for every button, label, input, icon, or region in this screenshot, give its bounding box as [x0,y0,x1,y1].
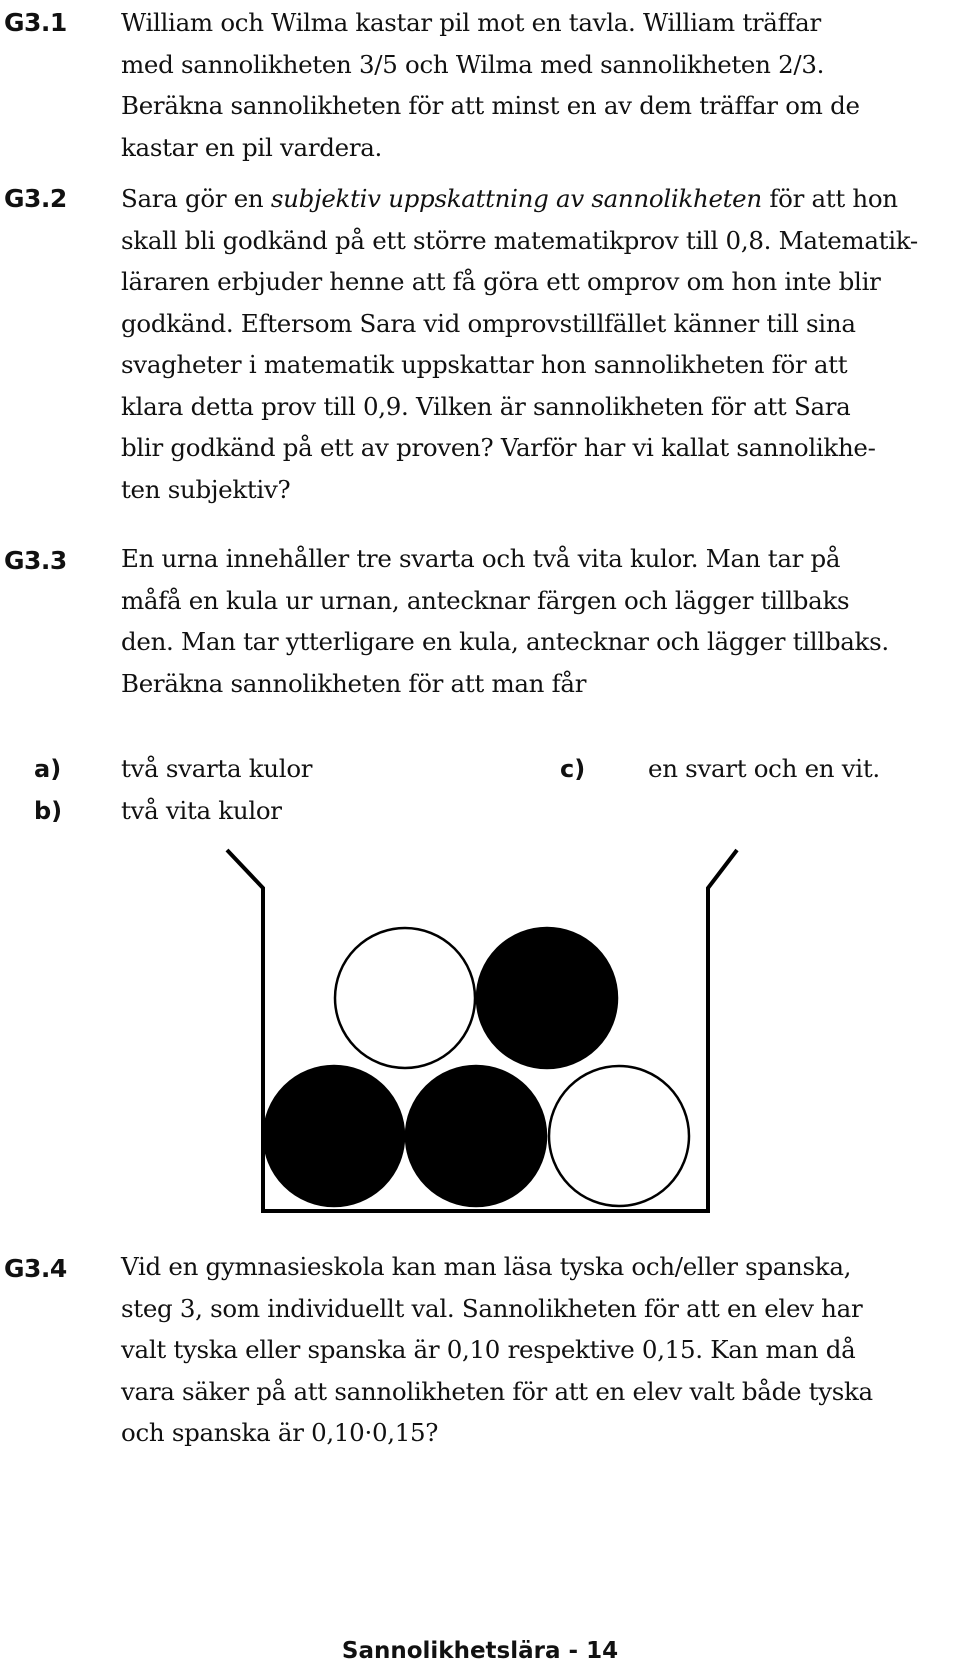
urn-ball-top-left [335,928,475,1068]
text-line: En urna innehåller tre svarta och två vita kulor. Man tar på [121,544,841,573]
text-line: vara säker på att sannolikheten för att en elev valt både tyska [121,1376,873,1406]
text-segment: för att hon [761,184,898,213]
problem-number-g3-3: G3.3 [4,546,67,575]
text-line [121,178,941,220]
text-line: ten subjektiv? [121,474,291,504]
text-line: läraren erbjuder henne att få göra ett omprov om hon inte blir [121,267,881,296]
problem-text-g3-2 [121,178,941,510]
text-line: med sannolikheten 3/5 och Wilma med sannolikheten 2/3. [121,49,825,79]
text-line: godkänd. Eftersom Sara vid omprovstillfället känner till sina [121,308,856,338]
text-line: skall bli godkänd på ett större matematikprov till 0,8. Matematik- [121,225,918,255]
problem-number-g3-1: G3.1 [4,8,67,37]
text-segment: Sara gör en [121,184,271,213]
text-line: svagheter i matematik uppskattar hon sannolikheten för att [121,350,848,379]
problem-number-g3-4: G3.4 [4,1254,67,1283]
urn-ball-bottom-middle [406,1066,546,1206]
page-footer: Sannolikhetslära - 14 [341,1638,619,1664]
problem-number-g3-2: G3.2 [4,184,67,213]
subproblem-text-c: en svart och en vit. [648,754,880,783]
urn-ball-bottom-left [264,1066,404,1206]
problem-text-g3-3 [121,538,941,704]
urn-ball-top-right [477,928,617,1068]
text-line: den. Man tar ytterligare en kula, antecknar och lägger tillbaks. [121,627,889,656]
urn-illustration [225,848,745,1218]
text-line: kastar en pil vardera. [121,132,383,162]
subproblem-label-a: a) [34,755,62,783]
text-line: Beräkna sannolikheten för att man får [121,668,587,698]
subproblem-label-b: b) [34,797,63,825]
text-line: valt tyska eller spanska är 0,10 respektive 0,15. Kan man då [121,1335,856,1364]
problem-text-g3-4 [121,1246,941,1454]
text-line: Vid en gymnasieskola kan man läsa tyska och/eller spanska, [121,1252,852,1281]
text-line: blir godkänd på ett av proven? Varför har vi kallat sannolikhe- [121,433,876,462]
text-line: måfå en kula ur urnan, antecknar färgen och lägger tillbaks [121,585,850,615]
text-line: William och Wilma kastar pil mot en tavla. William träffar [121,8,821,37]
text-line: Beräkna sannolikheten för att minst en av dem träffar om de [121,91,860,120]
subproblem-text-a: två svarta kulor [121,754,313,783]
urn-ball-bottom-right [549,1066,689,1206]
italic-phrase: subjektiv uppskattning av sannolikheten [270,184,762,213]
text-line: och spanska är 0,10·0,15? [121,1418,439,1447]
text-line: klara detta prov till 0,9. Vilken är sannolikheten för att Sara [121,391,851,421]
problem-text-g3-1 [121,2,941,168]
subproblem-text-b: två vita kulor [121,796,282,825]
subproblem-label-c: c) [560,755,586,783]
text-line: steg 3, som individuellt val. Sannolikheten för att en elev har [121,1293,863,1323]
